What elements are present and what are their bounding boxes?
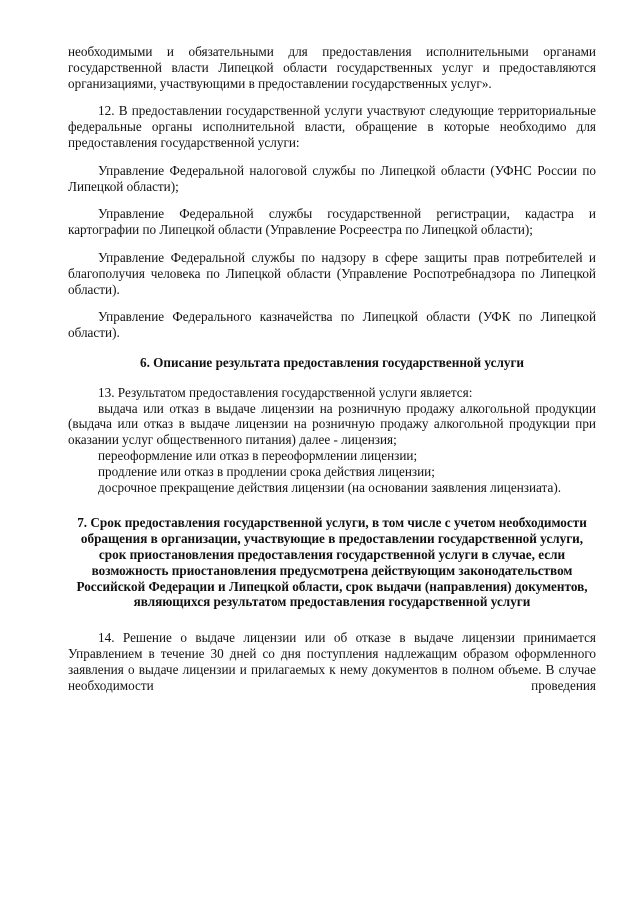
section-heading-6: 6. Описание результата предоставления государственной услуги (139, 354, 525, 370)
list-item-rospotrebnadzor: Управление Федеральной службы по надзору в сфере защиты прав потребителей и благополучия человека по Липецкой области (Управление Роспотребнадзора по Липецкой области). (68, 249, 596, 297)
paragraph-14: 14. Решение о выдаче лицензии или об отказе в выдаче лицензии принимается Управлением в течение 30 дней со дня поступления надлежащим образом оформленного заявления о выдаче лицензии и прилагаемых к нему документов в полном объеме. В случае необходимости проведения (68, 630, 596, 693)
list-item-13d: досрочное прекращение действия лицензии (на основании заявления лицензиата). (98, 479, 562, 495)
section-heading-7: 7. Срок предоставления государственной услуги, в том числе с учетом необходимости обращения в организации, участвующие в предоставлении государственной услуги, срок приостановления предоставления государственной услуги в случае, если возможность приостановления предусмотрена действующим законодательством Российской Федерации и Липецкой области, срок выдачи (направления) документов, являющихся результатом предоставления государственной услуги (76, 515, 588, 610)
list-item-13a: выдача или отказ в выдаче лицензии на розничную продажу алкогольной продукции (выдача или отказ в выдаче лицензии на розничную продажу алкогольной продукции при оказании услуг общественного питания) далее - лицензия; (68, 400, 596, 448)
list-item-ufns: Управление Федеральной налоговой службы по Липецкой области (УФНС России по Липецкой области); (68, 162, 596, 194)
paragraph-12: 12. В предоставлении государственной услуги участвуют следующие территориальные федеральные органы исполнительной власти, обращение в которые необходимо для предоставления государственной услуги: (68, 103, 596, 150)
list-item-13c: продление или отказ в продлении срока действия лицензии; (98, 463, 435, 479)
list-item-rosreestr: Управление Федеральной службы государственной регистрации, кадастра и картографии по Липецкой области (Управление Росреестра по Липецкой области); (68, 206, 596, 238)
paragraph-13: 13. Результатом предоставления государственной услуги является: (98, 384, 473, 400)
paragraph-continuation: необходимыми и обязательными для предоставления исполнительными органами государственной власти Липецкой области государственных услуг и предоставляются организациями, участвующими в предоставлении государственных услуг». (68, 44, 596, 91)
list-item-13b: переоформление или отказ в переоформлении лицензии; (98, 447, 418, 463)
list-item-ufk: Управление Федерального казначейства по Липецкой области (УФК по Липецкой области). (68, 309, 596, 341)
